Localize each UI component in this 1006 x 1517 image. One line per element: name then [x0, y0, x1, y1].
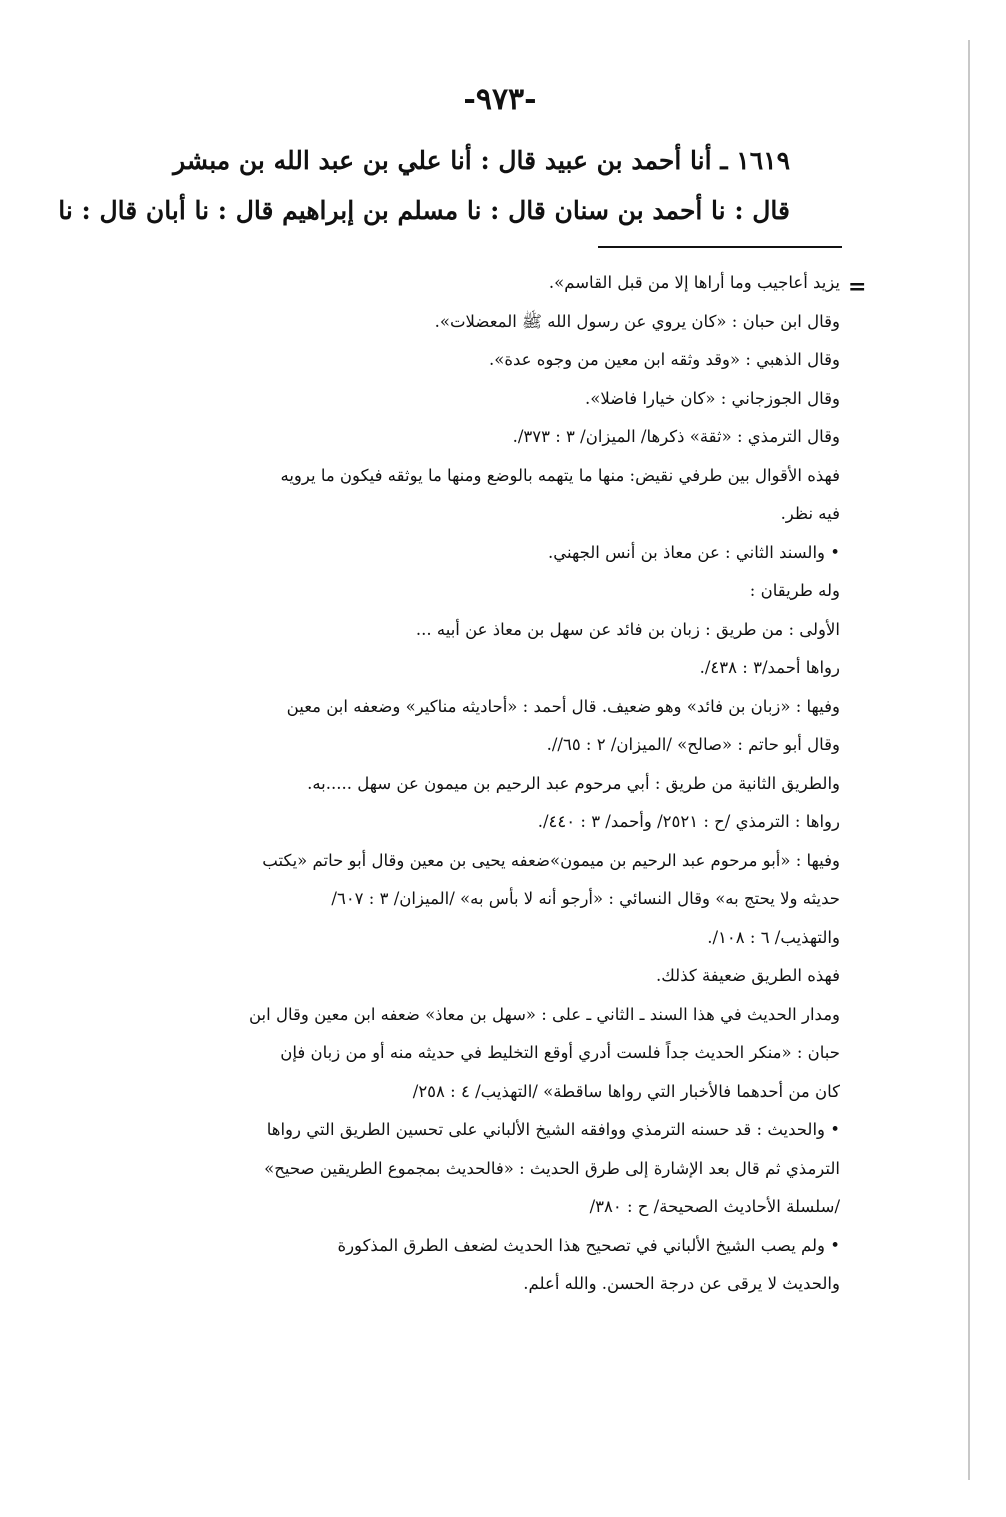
scan-edge-line [968, 40, 970, 1480]
footnote-line: وله طريقان : [749, 581, 840, 600]
footnote-line: والتهذيب/ ٦ : ١٠٨/. [707, 927, 840, 947]
main-text-line: ١٦١٩ ـ أنا أحمد بن عبيد قال : أنا علي بن عبد الله بن مبشر [173, 146, 790, 175]
footnote-line: ومدار الحديث في هذا السند ـ الثاني ـ على : «سهل بن معاذ» ضعفه ابن معين وقال ابن [249, 1004, 840, 1024]
footnote-line: وقال ابن حبان : «كان يروي عن رسول الله ﷺ المعضلات». [434, 311, 840, 331]
footnotes-block [150, 264, 840, 1304]
footnote-line: وقال الذهبي : «وقد وثقه ابن معين من وجوه عدة». [488, 350, 840, 369]
footnote-line: رواها أحمد/٣ : ٤٣٨/. [699, 658, 840, 677]
footnote-separator [598, 246, 842, 248]
footnote-line: وفيها : «أبو مرحوم عبد الرحيم بن ميمون»ضعفه يحيى بن معين وقال أبو حاتم «يكتب [262, 850, 840, 870]
footnote-line: والطريق الثانية من طريق : أبي مرحوم عبد الرحيم بن ميمون عن سهل .....به. [307, 773, 840, 793]
footnote-line: الترمذي ثم قال بعد الإشارة إلى طرق الحديث : «فالحديث بمجموع الطريقين صحيح» [264, 1158, 840, 1178]
footnote-line: فيه نظر. [780, 504, 840, 523]
footnote-line: وقال الجوزجاني : «كان خيارا فاضلا». [585, 388, 840, 408]
footnote-line: يزيد أعاجيب وما أراها إلا من قبل القاسم». [548, 273, 840, 292]
footnote-line: حديثه ولا يحتج به» وقال النسائي : «أرجو أنه لا بأس به» /الميزان/ ٣ : ٦٠٧/ [331, 889, 840, 908]
footnote-line: رواها : الترمذي /ح : ٢٥٢١/ وأحمد/ ٣ : ٤٤٠/. [537, 812, 840, 831]
footnote-line: فهذه الأقوال بين طرفي نقيض: منها ما يتهمه بالوضع ومنها ما يوثقه فيكون ما يرويه [280, 465, 840, 485]
footnote-line: وقال أبو حاتم : «صالح» /الميزان/ ٢ : ٦٥//. [546, 735, 840, 754]
footnote-line: فهذه الطريق ضعيفة كذلك. [656, 966, 840, 985]
footnote-line: وفيها : «زبان بن فائد» وهو ضعيف. قال أحمد : «أحاديثه مناكير» وضعفه ابن معين [286, 696, 840, 716]
main-text-block [58, 138, 790, 238]
footnote-continuation-marker: = [848, 274, 867, 300]
footnote-line: كان من أحدهما فالأخبار التي رواها ساقطة» /التهذيب/ ٤ : ٢٥٨/ [412, 1081, 840, 1101]
footnote-line: والحديث لا يرقى عن درجة الحسن. والله أعلم. [523, 1274, 840, 1293]
footnote-line: • والسند الثاني : عن معاذ بن أنس الجهني. [548, 542, 840, 562]
footnote-line: وقال الترمذي : «ثقة» ذكرها/ الميزان/ ٣ : ٣٧٣/. [512, 427, 840, 446]
footnote-line: /سلسلة الأحاديث الصحيحة/ ح : ٣٨٠/ [589, 1197, 840, 1216]
footnote-line: • والحديث : قد حسنه الترمذي ووافقه الشيخ الألباني على تحسين الطريق التي رواها [266, 1120, 840, 1139]
page-number: -٩٧٣- [463, 82, 537, 117]
footnote-line: الأولى : من طريق : زبان بن فائد عن سهل بن معاذ عن أبيه ... [415, 619, 840, 639]
footnote-line: حبان : «منكر الحديث جداً فلست أدري أوقع التخليط في حديثه منه أو من زبان فإن [280, 1043, 840, 1062]
main-text-line: قال : نا أحمد بن سنان قال : نا مسلم بن إبراهيم قال : نا أبان قال : نا [58, 196, 790, 225]
footnote-line: • ولم يصب الشيخ الألباني في تصحيح هذا الحديث لضعف الطرق المذكورة [337, 1235, 840, 1255]
